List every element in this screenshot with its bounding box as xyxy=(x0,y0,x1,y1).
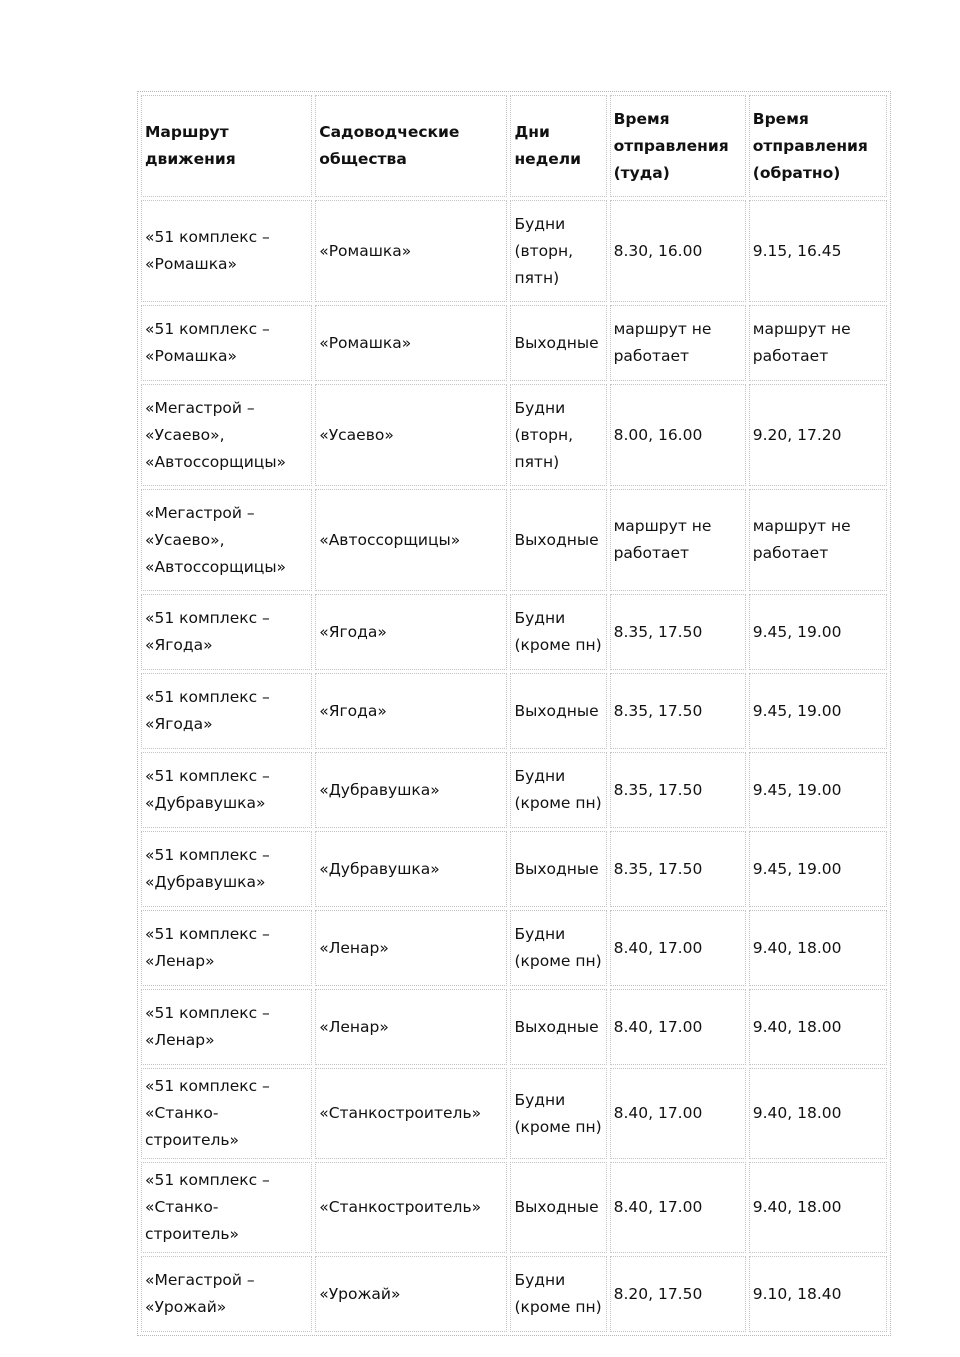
cell-society: «Автоссорщицы» xyxy=(315,489,507,591)
table-header-row xyxy=(141,95,887,197)
cell-days: Будни (кроме пн) xyxy=(510,910,606,986)
table-row xyxy=(141,752,887,828)
cell-route: «51 комплекс – «Ягода» xyxy=(141,594,312,670)
cell-there: 8.20, 17.50 xyxy=(610,1256,746,1332)
cell-back: 9.10, 18.40 xyxy=(749,1256,887,1332)
cell-there: 8.35, 17.50 xyxy=(610,594,746,670)
cell-there: 8.40, 17.00 xyxy=(610,1068,746,1159)
cell-back: 9.45, 19.00 xyxy=(749,673,887,749)
table-row xyxy=(141,489,887,591)
cell-days: Выходные xyxy=(510,1162,606,1253)
table-row xyxy=(141,1256,887,1332)
cell-days: Будни (кроме пн) xyxy=(510,1256,606,1332)
cell-there: 8.35, 17.50 xyxy=(610,752,746,828)
cell-there: 8.40, 17.00 xyxy=(610,910,746,986)
table-row xyxy=(141,594,887,670)
cell-route: «Мегастрой – «Урожай» xyxy=(141,1256,312,1332)
cell-route: «51 комплекс – «Станко-строитель» xyxy=(141,1068,312,1159)
table-row xyxy=(141,305,887,381)
cell-back: 9.20, 17.20 xyxy=(749,384,887,486)
cell-society: «Дубравушка» xyxy=(315,752,507,828)
table-row xyxy=(141,1162,887,1253)
header-route: Маршрут движения xyxy=(141,95,312,197)
cell-route: «Мегастрой – «Усаево», «Автоссорщицы» xyxy=(141,384,312,486)
table-row xyxy=(141,200,887,302)
cell-route: «51 комплекс – «Ягода» xyxy=(141,673,312,749)
cell-there: 8.35, 17.50 xyxy=(610,831,746,907)
cell-society: «Ягода» xyxy=(315,673,507,749)
cell-days: Будни (кроме пн) xyxy=(510,594,606,670)
cell-days: Будни (кроме пн) xyxy=(510,1068,606,1159)
cell-back: 9.40, 18.00 xyxy=(749,910,887,986)
cell-society: «Станкостроитель» xyxy=(315,1162,507,1253)
table-row xyxy=(141,831,887,907)
cell-days: Выходные xyxy=(510,831,606,907)
cell-there: 8.35, 17.50 xyxy=(610,673,746,749)
cell-back: 9.45, 19.00 xyxy=(749,752,887,828)
cell-days: Будни (вторн, пятн) xyxy=(510,200,606,302)
cell-society: «Станкостроитель» xyxy=(315,1068,507,1159)
cell-there: маршрут не работает xyxy=(610,489,746,591)
cell-society: «Урожай» xyxy=(315,1256,507,1332)
cell-route: «Мегастрой – «Усаево», «Автоссорщицы» xyxy=(141,489,312,591)
cell-back: маршрут не работает xyxy=(749,489,887,591)
cell-back: 9.40, 18.00 xyxy=(749,989,887,1065)
cell-there: 8.40, 17.00 xyxy=(610,1162,746,1253)
cell-there: 8.30, 16.00 xyxy=(610,200,746,302)
cell-there: маршрут не работает xyxy=(610,305,746,381)
table-row xyxy=(141,910,887,986)
cell-back: 9.40, 18.00 xyxy=(749,1068,887,1159)
cell-back: 9.15, 16.45 xyxy=(749,200,887,302)
header-depart-there: Время отправления (туда) xyxy=(610,95,746,197)
table-row xyxy=(141,989,887,1065)
cell-days: Будни (кроме пн) xyxy=(510,752,606,828)
cell-route: «51 комплекс – «Дубравушка» xyxy=(141,831,312,907)
cell-route: «51 комплекс – «Ленар» xyxy=(141,910,312,986)
cell-days: Выходные xyxy=(510,989,606,1065)
schedule-table xyxy=(137,91,891,1336)
cell-society: «Дубравушка» xyxy=(315,831,507,907)
cell-back: маршрут не работает xyxy=(749,305,887,381)
cell-society: «Ромашка» xyxy=(315,305,507,381)
cell-there: 8.00, 16.00 xyxy=(610,384,746,486)
cell-days: Будни (вторн, пятн) xyxy=(510,384,606,486)
cell-days: Выходные xyxy=(510,673,606,749)
cell-society: «Ягода» xyxy=(315,594,507,670)
table-row xyxy=(141,384,887,486)
cell-days: Выходные xyxy=(510,489,606,591)
cell-society: «Ленар» xyxy=(315,910,507,986)
cell-route: «51 комплекс – «Ленар» xyxy=(141,989,312,1065)
header-depart-back: Время отправления (обратно) xyxy=(749,95,887,197)
cell-route: «51 комплекс – «Дубравушка» xyxy=(141,752,312,828)
cell-back: 9.45, 19.00 xyxy=(749,831,887,907)
header-days: Дни недели xyxy=(510,95,606,197)
cell-days: Выходные xyxy=(510,305,606,381)
cell-route: «51 комплекс – «Ромашка» xyxy=(141,200,312,302)
cell-back: 9.45, 19.00 xyxy=(749,594,887,670)
cell-back: 9.40, 18.00 xyxy=(749,1162,887,1253)
cell-society: «Ленар» xyxy=(315,989,507,1065)
cell-society: «Ромашка» xyxy=(315,200,507,302)
table-row xyxy=(141,1068,887,1159)
cell-society: «Усаево» xyxy=(315,384,507,486)
cell-route: «51 комплекс – «Станко-строитель» xyxy=(141,1162,312,1253)
cell-there: 8.40, 17.00 xyxy=(610,989,746,1065)
table-row xyxy=(141,673,887,749)
header-societies: Садоводческие общества xyxy=(315,95,507,197)
cell-route: «51 комплекс – «Ромашка» xyxy=(141,305,312,381)
